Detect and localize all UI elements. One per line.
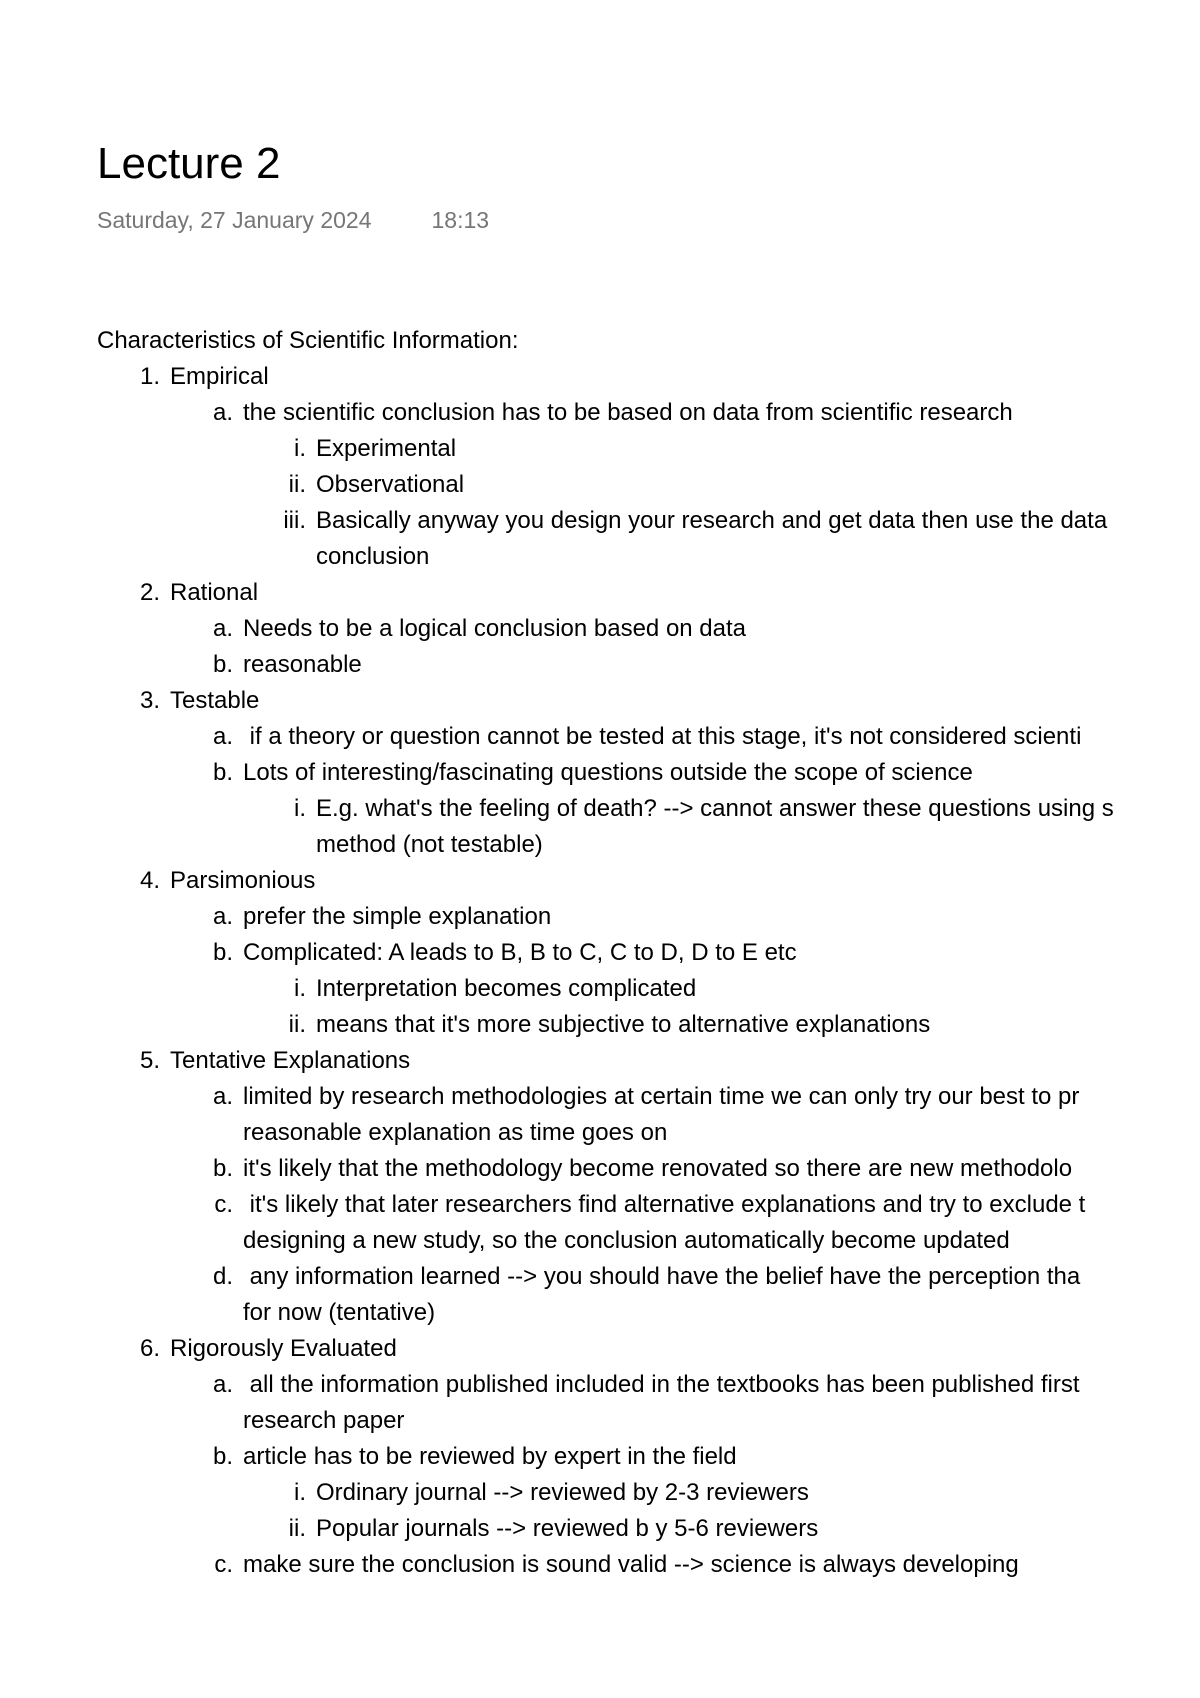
list-item-text: reasonable explanation as time goes on bbox=[243, 1119, 668, 1146]
list-item-text: Basically anyway you design your research and get data then use the data bbox=[316, 507, 1108, 534]
list-marker: ii. bbox=[288, 1515, 306, 1542]
list-marker: 4. bbox=[139, 867, 160, 894]
list-marker: 3. bbox=[139, 687, 160, 714]
list-marker: 5. bbox=[139, 1047, 160, 1074]
list-marker: b. bbox=[212, 939, 233, 966]
list-item-text: Parsimonious bbox=[170, 867, 316, 894]
list-item-text: all the information published included in the textbooks has been published first bbox=[243, 1371, 1080, 1398]
list-item-text: it's likely that later researchers find alternative explanations and try to exclude t bbox=[243, 1191, 1086, 1218]
list-item-text: E.g. what's the feeling of death? --> cannot answer these questions using s bbox=[316, 795, 1114, 822]
list-marker: 2. bbox=[139, 579, 160, 606]
list-marker: ii. bbox=[288, 1011, 306, 1038]
list-item bbox=[139, 359, 1200, 395]
list-item-text: Tentative Explanations bbox=[170, 1047, 411, 1074]
list-marker: iii. bbox=[283, 507, 306, 534]
list-item-text: Rational bbox=[170, 579, 259, 606]
list-item-text: it's likely that the methodology become renovated so there are new methodolo bbox=[243, 1155, 1073, 1182]
list-item bbox=[288, 467, 1200, 503]
list-item-text: reasonable bbox=[243, 651, 362, 678]
list-item bbox=[212, 611, 1200, 647]
list-item-text: Rigorously Evaluated bbox=[170, 1335, 397, 1362]
list-item-text: Experimental bbox=[316, 435, 457, 462]
list-item bbox=[294, 1475, 1200, 1511]
list-marker: ii. bbox=[288, 471, 306, 498]
list-marker: b. bbox=[212, 759, 233, 786]
section-heading: Characteristics of Scientific Information: bbox=[97, 327, 519, 354]
list-item-text: method (not testable) bbox=[316, 831, 543, 858]
list-item-continuation bbox=[243, 1223, 1200, 1259]
list-item-text: if a theory or question cannot be tested at this stage, it's not considered scienti bbox=[243, 723, 1082, 750]
list-item-text: designing a new study, so the conclusion automatically become updated bbox=[243, 1227, 1010, 1254]
list-item bbox=[139, 1331, 1200, 1367]
list-item bbox=[212, 899, 1200, 935]
list-marker: i. bbox=[294, 435, 306, 462]
list-item-text: Observational bbox=[316, 471, 465, 498]
list-item-continuation bbox=[316, 539, 1200, 575]
list-marker: a. bbox=[212, 399, 233, 426]
list-marker: a. bbox=[212, 615, 233, 642]
list-item-text: the scientific conclusion has to be based on data from scientific research bbox=[243, 399, 1013, 426]
list-item-continuation bbox=[243, 1295, 1200, 1331]
list-item-text: Testable bbox=[170, 687, 260, 714]
list-item-text: make sure the conclusion is sound valid --> science is always developing bbox=[243, 1551, 1019, 1578]
list-item-text: research paper bbox=[243, 1407, 405, 1434]
list-item-text: any information learned --> you should have the belief have the perception tha bbox=[243, 1263, 1081, 1290]
list-item-text: Empirical bbox=[170, 363, 269, 390]
list-item bbox=[212, 1151, 1200, 1187]
list-marker: a. bbox=[212, 1083, 233, 1110]
list-item bbox=[212, 1259, 1200, 1295]
list-item-continuation bbox=[316, 827, 1200, 863]
list-item bbox=[288, 1511, 1200, 1547]
list-item bbox=[212, 935, 1200, 971]
list-marker: c. bbox=[214, 1191, 233, 1218]
list-marker: c. bbox=[214, 1551, 233, 1578]
list-item-text: means that it's more subjective to alternative explanations bbox=[316, 1011, 931, 1038]
list-item-continuation bbox=[243, 1403, 1200, 1439]
page-time: 18:13 bbox=[431, 207, 490, 233]
list-marker: i. bbox=[294, 975, 306, 1002]
list-item bbox=[212, 1439, 1200, 1475]
list-marker: a. bbox=[212, 1371, 233, 1398]
list-marker: d. bbox=[212, 1263, 233, 1290]
page-metadata bbox=[97, 205, 489, 235]
list-marker: i. bbox=[294, 1479, 306, 1506]
list-marker: a. bbox=[212, 723, 233, 750]
list-marker: b. bbox=[212, 651, 233, 678]
list-item-text: conclusion bbox=[316, 543, 430, 570]
list-item bbox=[212, 1079, 1200, 1115]
note-body bbox=[97, 323, 1200, 1583]
list-item-text: limited by research methodologies at certain time we can only try our best to pr bbox=[243, 1083, 1080, 1110]
list-marker: 1. bbox=[139, 363, 160, 390]
list-item-text: Complicated: A leads to B, B to C, C to D, D to E etc bbox=[243, 939, 797, 966]
list-item bbox=[283, 503, 1200, 539]
list-item-text: Popular journals --> reviewed b y 5-6 reviewers bbox=[316, 1515, 819, 1542]
list-marker: b. bbox=[212, 1155, 233, 1182]
list-item bbox=[212, 647, 1200, 683]
list-marker: i. bbox=[294, 795, 306, 822]
list-item bbox=[212, 395, 1200, 431]
list-item bbox=[212, 755, 1200, 791]
list-item bbox=[294, 971, 1200, 1007]
list-item bbox=[288, 1007, 1200, 1043]
list-marker: a. bbox=[212, 903, 233, 930]
list-item-text: article has to be reviewed by expert in the field bbox=[243, 1443, 737, 1470]
list-item bbox=[212, 719, 1200, 755]
list-item bbox=[214, 1187, 1200, 1223]
list-item-text: Lots of interesting/fascinating questions outside the scope of science bbox=[243, 759, 973, 786]
list-item bbox=[294, 431, 1200, 467]
list-item bbox=[294, 791, 1200, 827]
list-item-text: for now (tentative) bbox=[243, 1299, 436, 1326]
list-item bbox=[214, 1547, 1200, 1583]
list-item bbox=[212, 1367, 1200, 1403]
list-item-text: prefer the simple explanation bbox=[243, 903, 552, 930]
list-marker: 6. bbox=[139, 1335, 160, 1362]
list-item-text: Interpretation becomes complicated bbox=[316, 975, 697, 1002]
list-item-continuation bbox=[243, 1115, 1200, 1151]
list-item bbox=[139, 1043, 1200, 1079]
list-item bbox=[139, 575, 1200, 611]
list-item-text: Needs to be a logical conclusion based on data bbox=[243, 615, 747, 642]
list-item bbox=[139, 863, 1200, 899]
list-item bbox=[139, 683, 1200, 719]
page-title: Lecture 2 bbox=[97, 139, 281, 188]
list-marker: b. bbox=[212, 1443, 233, 1470]
page-date: Saturday, 27 January 2024 bbox=[97, 207, 372, 233]
list-item-text: Ordinary journal --> reviewed by 2-3 reviewers bbox=[316, 1479, 809, 1506]
